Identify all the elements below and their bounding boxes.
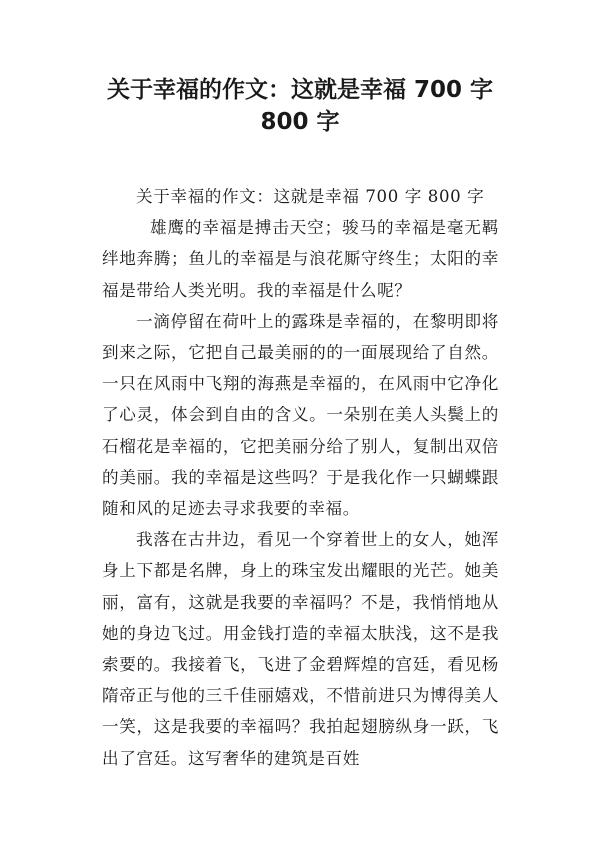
title-line-1: 关于幸福的作文：这就是幸福 700 字 [106,77,494,103]
paragraph-2: 一滴停留在荷叶上的露珠是幸福的，在黎明即将到来之际，它把自己最美丽的的一面展现给了自然。一只在风雨中飞翔的海燕是幸福的，在风雨中它净化了心灵，体会到自由的含义。一朵别在美人头鬓上的石榴花是幸福的，它把美丽分给了别人，复制出双倍的美丽。我的幸福是这些吗？于是我化作一只蝴蝶跟随和风的足迹去寻求我要的幸福。 [102,311,499,519]
document-subtitle: 关于幸福的作文：这就是幸福 700 字 800 字 [136,187,485,206]
title-line-2: 800 字 [260,109,340,135]
document-body [102,181,499,774]
paragraph-1: 雄鹰的幸福是搏击天空；骏马的幸福是毫无羁绊地奔腾；鱼儿的幸福是与浪花厮守终生；太阳的幸福是带给人类光明。我的幸福是什么呢？ [102,218,499,300]
document-title [60,74,540,138]
paragraph-3: 我落在古井边，看见一个穿着世上的女人，她浑身上下都是名牌，身上的珠宝发出耀眼的光芒。她美丽，富有，这就是我要的幸福吗？不是，我悄悄地从她的身边飞过。用金钱打造的幸福太肤浅，这不是我索要的。我接着飞，飞进了金碧辉煌的宫廷，看见杨隋帝正与他的三千佳丽嬉戏，不惜前进只为博得美人一笑，这是我要的幸福吗？我拍起翅膀纵身一跃，飞出了宫廷。这写奢华的建筑是百姓 [102,530,499,768]
